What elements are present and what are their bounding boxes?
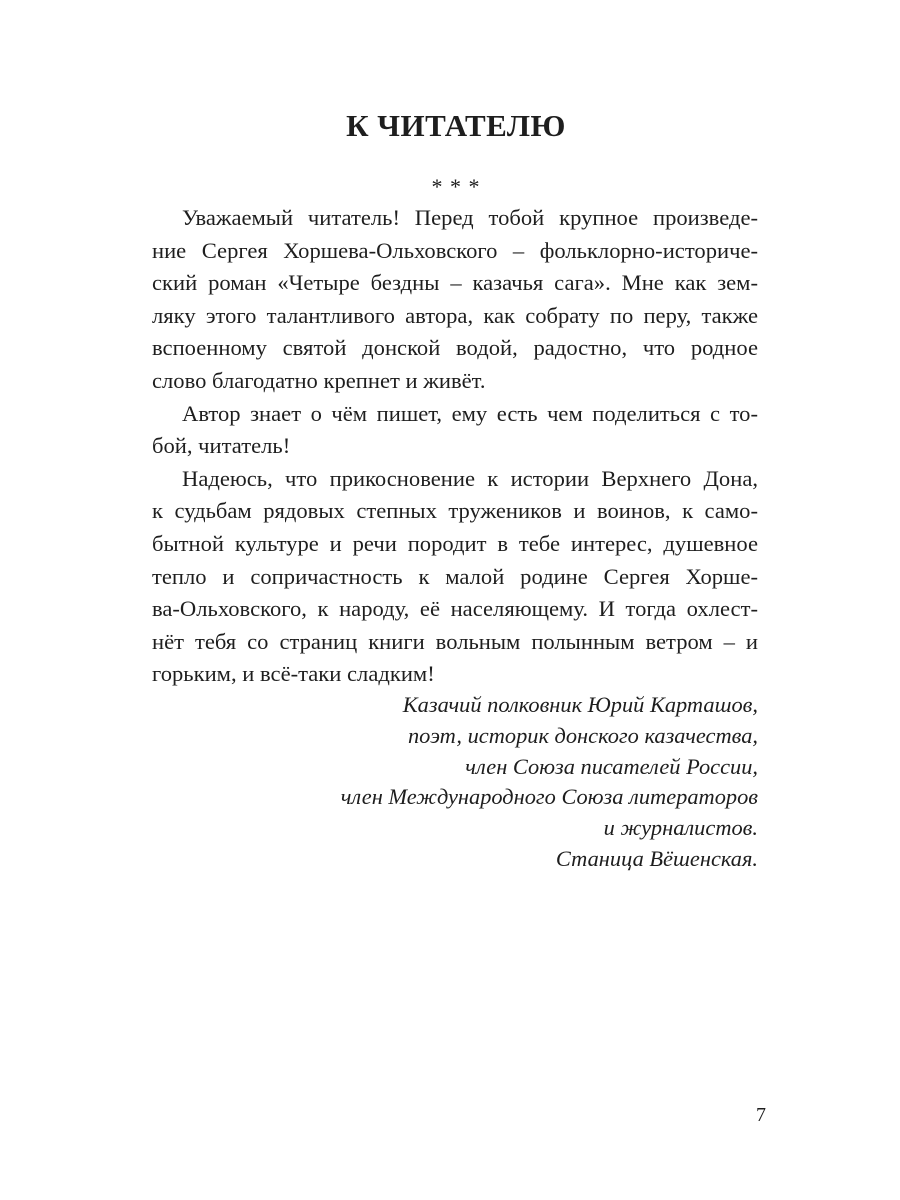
paragraph-3 [152, 463, 758, 691]
text-line: тепло и сопричастность к малой родине Сергея Хорше- [152, 563, 758, 589]
text-line: Уважаемый читатель! Перед тобой крупное произведе- [182, 205, 758, 230]
text-line: ляку этого талантливого автора, как собрату по перу, также [152, 302, 758, 328]
text-line: бой, читатель! [152, 433, 291, 459]
text-line: к судьбам рядовых степных тружеников и воинов, к само- [152, 498, 758, 524]
paragraph-2 [152, 398, 758, 463]
signature-line: член Союза писателей России, [465, 753, 758, 779]
signature-line: член Международного Союза литераторов [340, 784, 758, 810]
text-line: вспоенному святой донской водой, радостно, что родное [152, 335, 758, 361]
signature-line: поэт, историк донского казачества, [407, 722, 758, 748]
text-line: ва-Ольховского, к народу, её населяющему. И тогда охлест- [152, 596, 758, 622]
signature-line: и журналистов. [603, 815, 758, 841]
signature-line: Казачий полковник Юрий Карташов, [402, 692, 758, 717]
page-title: К ЧИТАТЕЛЮ [346, 108, 566, 143]
text-line: Надеюсь, что прикосновение к истории Верхнего Дона, [182, 465, 758, 491]
text-line: слово благодатно крепнет и живёт. [152, 367, 486, 393]
text-line: нёт тебя со страниц книги вольным полынным ветром – и [152, 628, 758, 654]
body-text [152, 202, 758, 691]
author-signature [341, 690, 758, 875]
signature-line: Станица Вёшенская. [555, 845, 758, 871]
text-line: горьким, и всё-таки сладким! [152, 661, 435, 687]
section-separator: * * * [431, 174, 481, 199]
text-line: Автор знает о чём пишет, ему есть чем поделиться с то- [182, 400, 758, 426]
text-line: ский роман «Четыре бездны – казачья сага». Мне как зем- [152, 270, 758, 296]
paragraph-1 [152, 202, 758, 398]
text-line: ние Сергея Хоршева-Ольховского – фольклорно-историче- [152, 237, 758, 263]
page-number: 7 [756, 1104, 766, 1126]
text-line: бытной культуре и речи породит в тебе интерес, душевное [152, 530, 758, 556]
